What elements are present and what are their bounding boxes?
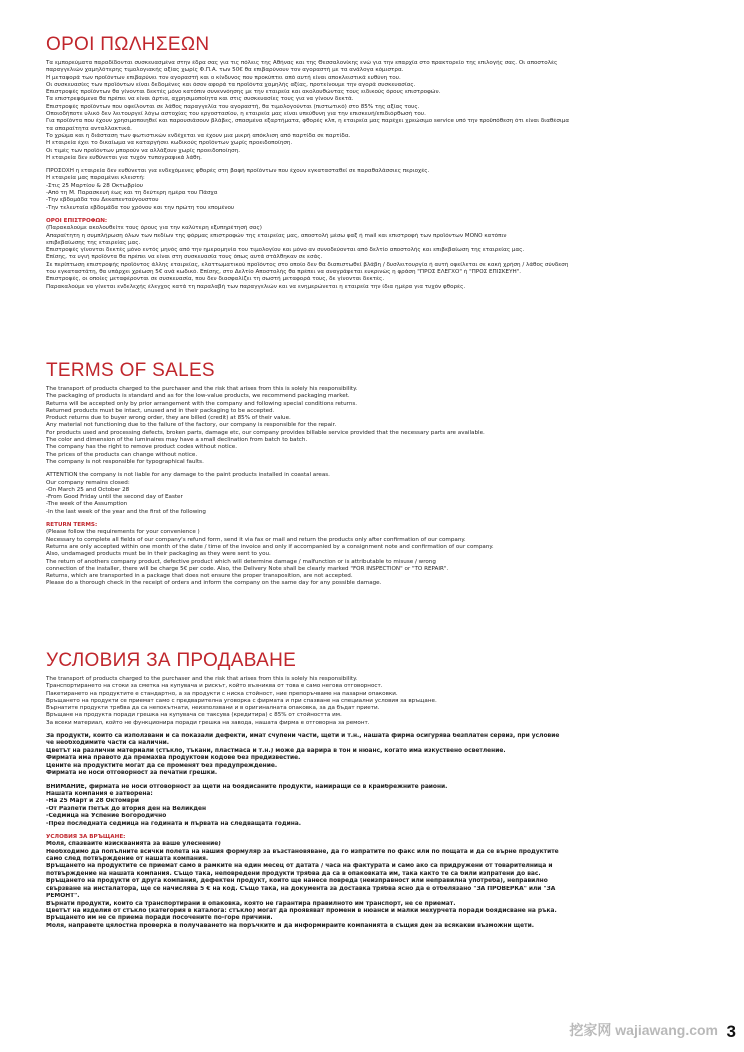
text-line: -From Good Friday until the second day of Easter <box>46 494 183 501</box>
text-line: Οι τιμές των προϊόντων μπορούν να αλλάξουν χωρίς προειδοποίηση. <box>46 147 241 154</box>
text-line: Моля, направете цялостна проверка в получаването на поръчките и да информирайте компанията в същия ден за всякакви възможни щети. <box>46 922 534 929</box>
text-line: Επιστροφές γίνονται δεκτές μόνο εντός μηνός από την ημερομηνία του τιμολογίου και μόνο αν συνοδεύονται από δελτίο αποστολής και επιβεβαίωση της εταιρείας μας. <box>46 247 525 254</box>
text-line: Απαραίτητη η συμπλήρωση όλων των πεδίων της φόρμας επιστροφών της εταιρείας μας, αποστολή μέσω φαξ ή mail και επιστροφή των προϊόντων ΜΟΝΟ κατόπιν <box>46 232 507 239</box>
text-line: Παρακαλούμε να γίνεται ενδελεχής έλεγχος κατά τη παραλαβή των παραγγελιών και να ενημερώνεται η εταιρεία την ίδια ημέρα για τυχόν φθορές. <box>46 283 466 290</box>
text-line: Цветът на различни материали (стъкло, тъкани, пластмаса и т.н.) може да варира в тон и нюанс, когато има изкуствено осветление. <box>46 747 506 754</box>
english-returns-title: RETURN TERMS: <box>46 522 98 529</box>
text-line: ΠΡΟΣΟΧΗ η εταιρεία δεν ευθύνεται για ενδεχόμενες φθορές στη βαφή προϊόντων που έχουν εγκατασταθεί σε παραθαλάσσιες περιοχές. <box>46 168 430 175</box>
english-returns-body <box>46 529 704 587</box>
text-line: Транспортирането на стоки за сметка на купувача и рискът, който възниква от това е само негова отговорност. <box>46 683 383 690</box>
english-section-title: TERMS OF SALES <box>46 360 215 381</box>
greek-attention-body <box>46 168 704 212</box>
text-line: Цветът на изделия от стъкло (категория в каталога: стъкло) могат да проявяват промени в нюанси и малки мехурчета поради боядисване на ръка. <box>46 907 557 914</box>
english-attention-body <box>46 472 704 516</box>
bulgarian-attention-body <box>46 784 704 828</box>
greek-section-title: ΟΡΟΙ ΠΩΛΗΣΕΩΝ <box>46 34 210 55</box>
text-line: Any material not functioning due to the failure of the factory, our company is responsible for the repair. <box>46 422 337 429</box>
text-line: Η εταιρεία μας παραμένει κλειστή: <box>46 175 145 182</box>
text-line: За продукти, които са използвани и са показали дефекти, имат счупени части, щети и т.н., нашата фирма осигурява безплатен сервиз, при условие <box>46 733 560 740</box>
text-line: The transport of products charged to the purchaser and the risk that arises from this is solely his responsibility. <box>46 676 358 682</box>
english-terms-body <box>46 386 704 466</box>
text-line: РЕМОНТ". <box>46 893 80 900</box>
text-line: -In the last week of the year and the first of the following <box>46 508 206 515</box>
text-line: Σε περίπτωση επιστροφής προϊόντος άλλης εταιρείας, ελαττωματικού προϊόντος στο οποίο δεν θα διαπιστωθεί βλάβη / δυσλειτουργία ή αυτή οφείλεται σε κακή χρήση / λάθος σύνδεση <box>46 261 569 268</box>
text-line: свързване на инсталатора, ще се начислява 5 € на код. Също така, на документа за доставка трябва ясно да е отбелязано "ЗА ПРОВЕРКА" или "ЗА <box>46 885 556 892</box>
text-line: Фирмата не носи отговорност за печатни грешки. <box>46 770 218 777</box>
text-line: The color and dimension of the luminaires may have a small declination from batch to batch. <box>46 437 308 444</box>
bulgarian-bold-terms-body <box>46 733 704 777</box>
text-line: επιβεβαίωσης της εταιρείας μας. <box>46 239 141 246</box>
text-line: Επιστροφές προϊόντων που οφείλονται σε λάθος παραγγελία του αγοραστή, θα τιμολογούνται (πιστωτικό) στο 85% της αξίας τους. <box>46 103 420 110</box>
text-line: -На 25 Март и 28 Октомври <box>46 798 139 805</box>
text-line: -The week of the Assumption <box>46 501 128 508</box>
bulgarian-returns-body <box>46 841 704 930</box>
text-line: τα απαραίτητα ανταλλακτικά. <box>46 125 132 132</box>
text-line: ВНИМАНИЕ, фирмата не носи отговорност за щети на боядисаните продукти, намиращи се в крайбрежните райони. <box>46 783 448 790</box>
text-line: Οι συσκευασίες των προϊόντων είναι δεδομένες και όσον αφορά τα προϊόντα χαμηλής αξίας, προτείνουμε την αγορά συσκευασίας. <box>46 81 416 88</box>
text-line: Пакетирането на продуктите е стандартно, а за продукти с ниска стойност, ние препоръчваме на пазарни опаковки. <box>46 690 398 697</box>
text-line: Returns are only accepted within one month of the date / time of the invoice and only if accompanied by a consignment note and confirmation of our company. <box>46 543 494 550</box>
text-line: Για προϊόντα που έχουν χρησιμοποιηθεί και παρουσιάσουν βλάβες, σπασμένα εξαρτήματα, φθορές κλπ, η εταιρεία μας παρέχει χρεώσιμο service υπό την προϋπόθεση ότι είναι διαθέσιμα <box>46 118 570 125</box>
text-line: Necessary to complete all fields of our company's refund form, send it via fax or mail and return the products only after confirmation of our company. <box>46 536 466 543</box>
text-line: The packaging of products is standard and as for the low-value products, we recommend packaging market. <box>46 393 350 400</box>
text-line: The return of anothers company product, defective product which will determine damage / malfunction or is attributable to misuse / wrong <box>46 558 436 565</box>
text-line: Returns, which are transported in a package that does not ensure the proper transposition, are not accepted. <box>46 573 353 580</box>
text-line: само след потвърждение от нашата компания. <box>46 856 209 863</box>
text-line: Нашата компания е затворена: <box>46 790 153 797</box>
text-line: Επιστροφές προϊόντων θα γίνονται δεκτές μόνο κατόπιν συνεννόησης με την εταιρεία και ακολουθώντας τους ειδικούς όρους επιστροφών. <box>46 89 441 96</box>
text-line: Please do a thorough check in the receipt of orders and inform the company on the same day for any possible damage. <box>46 580 382 587</box>
text-line: Product returns due to buyer wrong order, they are billed (credit) at 85% of their value. <box>46 415 291 422</box>
text-line: Returns will be accepted only by prior arrangement with the company and following special conditions returns. <box>46 400 358 407</box>
text-line: Връщане на продукта поради грешка на купувача се таксува (кредитира) с 85% от стойността им. <box>46 712 342 719</box>
text-line: Връщането на продукти се приемат само с предварителна уговорка с фирмата и при спазване на специални условия за връщане. <box>46 697 437 704</box>
text-line: Връщането на продуктите се приемат само в рамките на един месец от датата / часа на фактурата и само ако са придружени от товарителница и <box>46 863 553 870</box>
text-line: -Στις 25 Μαρτίου & 28 Οκτωβρίου <box>46 182 143 189</box>
greek-returns-title: ΟΡΟΙ ΕΠΙΣΤΡΟΦΩΝ: <box>46 217 108 224</box>
text-line: потвърждение на нашата компания. Също така, неповредени продукти трябва да са в опаковката им, така както те са били изпратени до вас. <box>46 870 541 877</box>
text-line: Връщането им не се приема поради посочените по-горе причини. <box>46 915 273 922</box>
text-line: Η μεταφορά των προϊόντων επιβαρύνει τον αγοραστή και ο κίνδυνος που προκύπτει από αυτή είναι αποκλειστικά ευθύνη του. <box>46 74 401 81</box>
text-line: The company has the right to remove product codes without notice. <box>46 444 237 451</box>
text-line: -От Разпети Петък до втория ден на Великден <box>46 805 207 812</box>
text-line: Върнати продукти, които са транспортирани в опаковка, която не гарантира правилното им транспорт, не се приемат. <box>46 900 456 907</box>
text-line: Фирмата има правото да премахва продуктови кодове без предизвестие. <box>46 755 301 762</box>
text-line: -Την τελευταία εβδομάδα του χρόνου και την πρώτη του επομένου <box>46 204 235 211</box>
text-line: Η εταιρεία δεν ευθύνεται για τυχόν τυπογραφικά λάθη. <box>46 154 202 161</box>
greek-returns-body <box>46 225 704 291</box>
text-line: Οποιοδήποτε υλικό δεν λειτουργεί λόγω αστοχίας του εργοστασίου, η εταιρεία μας είναι υπεύθυνη για την επισκευή/επιδιόρθωσή του. <box>46 111 426 118</box>
bulgarian-terms-section <box>46 650 704 930</box>
text-line: Το χρώμα και η διάσταση των φωτιστικών ενδέχεται να έχουν μια μικρή απόκλιση από παρτίδα σε παρτίδα. <box>46 132 351 139</box>
text-line: -Από τη Μ. Παρασκευή έως και τη δεύτερη ημέρα του Πάσχα <box>46 190 218 197</box>
bulgarian-returns-title: УСЛОВИЯ ЗА ВРЪЩАНЕ: <box>46 833 126 840</box>
greek-terms-section <box>46 34 704 291</box>
bulgarian-section-title: УСЛОВИЯ ЗА ПРОДАВАНЕ <box>46 650 297 671</box>
text-line: Our company remains closed: <box>46 479 130 486</box>
bulgarian-terms-body <box>46 676 704 727</box>
text-line: Върнатите продукти трябва да са непокътнати, неизползвани и в оригиналната опаковка, за да бъдат приети. <box>46 705 380 712</box>
text-line: За всеки материал, който не функционира поради грешка на завода, нашата фирма е отговорна за ремонт. <box>46 719 370 726</box>
text-line: The company is not responsible for typographical faults. <box>46 458 204 465</box>
text-line: του εγκαταστάτη, θα υπάρχει χρέωση 5€ ανά κωδικό. Επίσης, στο Δελτίο Αποστολής θα πρέπει να αναγράφεται ευκρινώς η φράση "ΠΡΟΣ ΕΛΕΓΧΟ" ή "ΠΡΟΣ ΕΠΙΣΚΕΥΗ". <box>46 269 522 276</box>
greek-terms-body <box>46 60 704 162</box>
text-line: The prices of the products can change without notice. <box>46 451 198 458</box>
text-line: ATTENTION the company is not liable for any damage to the paint products installed in coastal areas. <box>46 472 330 479</box>
text-line: Моля, спазвайте изискванията за ваше улеснение) <box>46 841 221 848</box>
text-line: connection of the installer, there will be charge 5€ per code. Also, the Delivery Note shall be clearly marked "FOR INSPECTION" or "TO REPAIR". <box>46 565 449 572</box>
text-line: Цените на продуктите могат да се променят без предупреждение. <box>46 762 278 769</box>
text-line: Τα επιστρεφόμενα θα πρέπει να είναι άρτια, αχρησιμοποίητα και στις συσκευασίες τους για να γίνουν δεκτά. <box>46 96 354 103</box>
english-terms-section <box>46 360 704 588</box>
text-line: -Седмица на Успение Богородично <box>46 813 167 820</box>
text-line: Returned products must be intact, unused and in their packaging to be accepted. <box>46 407 275 414</box>
text-line: че необходимите части са налични. <box>46 740 170 747</box>
text-line: (Παρακαλούμε ακολουθείτε τους όρους για την καλύτερη εξυπηρέτησή σας) <box>46 225 262 232</box>
text-line: Връщането на продукти от друга компания, дефектен продукт, който ще нанесе повреда (неизправност или неправилна употреба), неправилно <box>46 878 548 885</box>
text-line: Η εταιρεία έχει το δικαίωμα να καταργήσει κωδικούς προϊόντων χωρίς προειδοποίηση. <box>46 140 293 147</box>
text-line: Необходимо да попълните всички полета на нашия формуляр за възстановяване, да го изпратите по факс или по пощата и да се върне продуктите <box>46 848 559 855</box>
text-line: Επίσης, τα υγιή προϊόντα θα πρέπει να είναι στη συσκευασία τους όπως αυτά στάλθηκαν σε εσάς. <box>46 254 323 261</box>
text-line: Επιστροφές, οι οποίες μεταφέρονται σε συσκευασία, που δεν διασφαλίζει τη σωστή μεταφορά τους, δε γίνονται δεκτές. <box>46 276 385 283</box>
text-line: -През последната седмица на годината и първата на следващата година. <box>46 820 301 827</box>
text-line: (Please follow the requirements for your convenience ) <box>46 529 200 536</box>
text-line: παραγγελιών χαμηλότερης τιμολογιακής αξίας χωρίς Φ.Π.Α. των 50€ θα επιβαρύνουν τον αγοραστή με τα ανάλογα κόμιστρα. <box>46 67 404 74</box>
watermark-text: 挖家网 wajiawang.com <box>569 1022 718 1038</box>
text-line: Also, undamaged products must be in their packaging as they were sent to you. <box>46 551 271 558</box>
text-line: -On March 25 and October 28 <box>46 486 130 493</box>
text-line: Τα εμπορεύματα παραδίδονται συσκευασμένα στην έδρα σας για τις πόλεις της Αθήνας και της Θεσσαλονίκης ενώ για την επαρχία στο πρακτορείο της επιλογής σας. Οι αποστολές <box>46 60 558 66</box>
text-line: For products used and processing defects, broken parts, damage etc, our company provides billable service provided that the necessary parts are available. <box>46 429 485 436</box>
text-line: The transport of products charged to the purchaser and the risk that arises from this is solely his responsibility. <box>46 386 358 392</box>
text-line: -Την εβδομάδα του Δεκαπενταύγουστου <box>46 197 159 204</box>
page-number: 3 <box>726 1022 736 1041</box>
